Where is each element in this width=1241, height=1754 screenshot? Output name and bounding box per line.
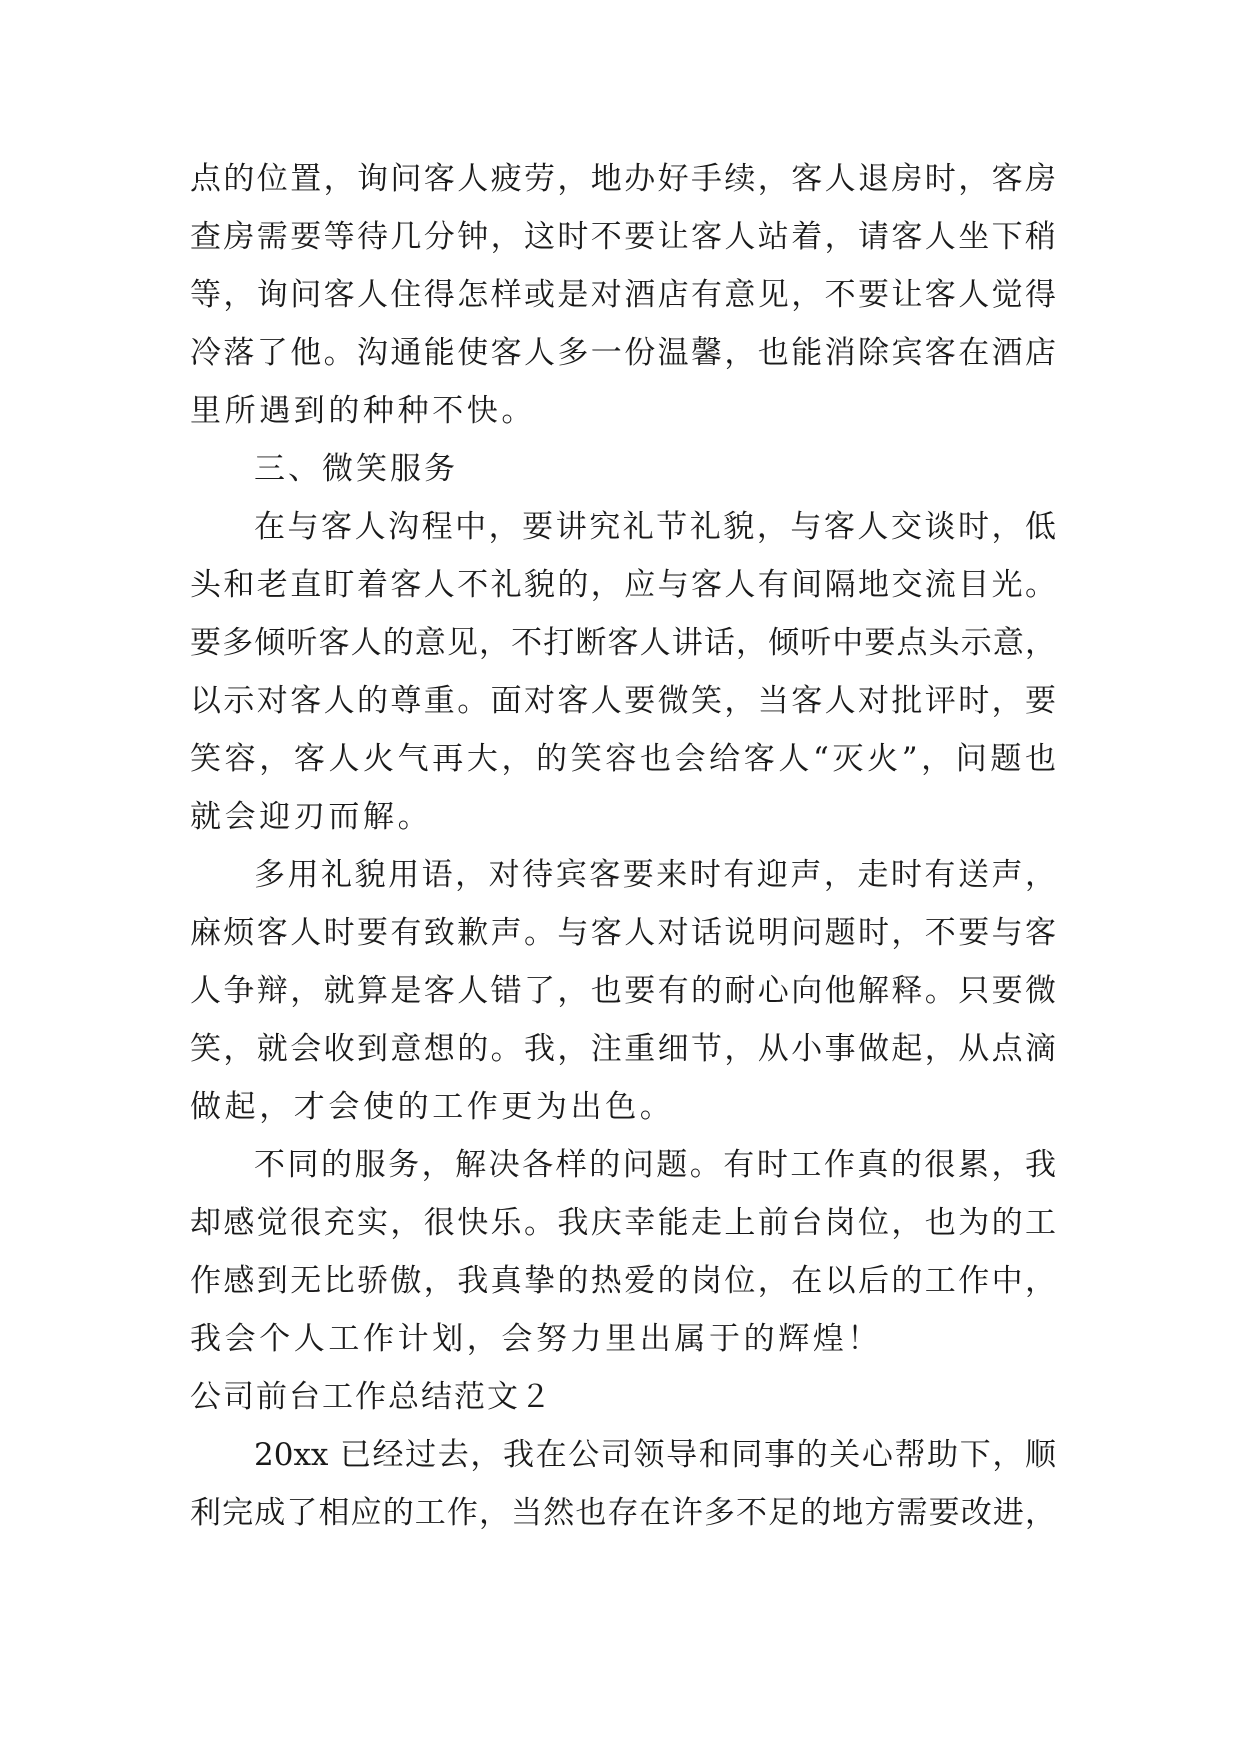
paragraph-line: 做起，才会使的工作更为出色。	[190, 1089, 675, 1125]
paragraph-line: 笑，就会收到意想的。我，注重细节，从小事做起，从点滴	[190, 1031, 1056, 1067]
paragraph-line: 冷落了他。沟通能使客人多一份温馨，也能消除宾客在酒店	[190, 335, 1056, 371]
paragraph-line: 不同的服务，解决各样的问题。有时工作真的很累，我	[254, 1147, 1056, 1183]
paragraph-line: 我会个人工作计划，会努力里出属于的辉煌！	[190, 1321, 882, 1357]
paragraph-line: 多用礼貌用语，对待宾客要来时有迎声，走时有送声，	[254, 857, 1056, 893]
paragraph-line: 头和老直盯着客人不礼貌的，应与客人有间隔地交流目光。	[190, 567, 1056, 603]
paragraph-line: 等，询问客人住得怎样或是对酒店有意见，不要让客人觉得	[190, 277, 1056, 313]
paragraph-line: 却感觉很充实，很快乐。我庆幸能走上前台岗位，也为的工	[190, 1205, 1056, 1241]
paragraph-line: 麻烦客人时要有致歉声。与客人对话说明问题时，不要与客	[190, 915, 1056, 951]
paragraph-line: 查房需要等待几分钟，这时不要让客人站着，请客人坐下稍	[190, 219, 1056, 255]
paragraph-line: 笑容，客人火气再大，的笑容也会给客人“灭火”，问题也	[190, 741, 1056, 777]
paragraph-line: 要多倾听客人的意见，不打断客人讲话，倾听中要点头示意，	[190, 625, 1056, 661]
paragraph-line: 就会迎刃而解。	[190, 799, 433, 835]
paragraph-line: 作感到无比骄傲，我真挚的热爱的岗位，在以后的工作中，	[190, 1263, 1056, 1299]
document-title: 公司前台工作总结范文２	[190, 1379, 553, 1415]
paragraph-line: 里所遇到的种种不快。	[190, 393, 536, 429]
paragraph-line: 利完成了相应的工作，当然也存在许多不足的地方需要改进，	[190, 1495, 1056, 1531]
paragraph-line: 20xx 已经过去，我在公司领导和同事的关心帮助下，顺	[254, 1437, 1056, 1473]
paragraph-line: 点的位置，询问客人疲劳，地办好手续，客人退房时，客房	[190, 161, 1056, 197]
section-heading: 三、微笑服务	[254, 451, 458, 487]
document-body	[190, 150, 1056, 1542]
paragraph-line: 人争辩，就算是客人错了，也要有的耐心向他解释。只要微	[190, 973, 1056, 1009]
paragraph-line: 以示对客人的尊重。面对客人要微笑，当客人对批评时，要	[190, 683, 1056, 719]
paragraph-line: 在与客人沟程中，要讲究礼节礼貌，与客人交谈时，低	[254, 509, 1056, 545]
